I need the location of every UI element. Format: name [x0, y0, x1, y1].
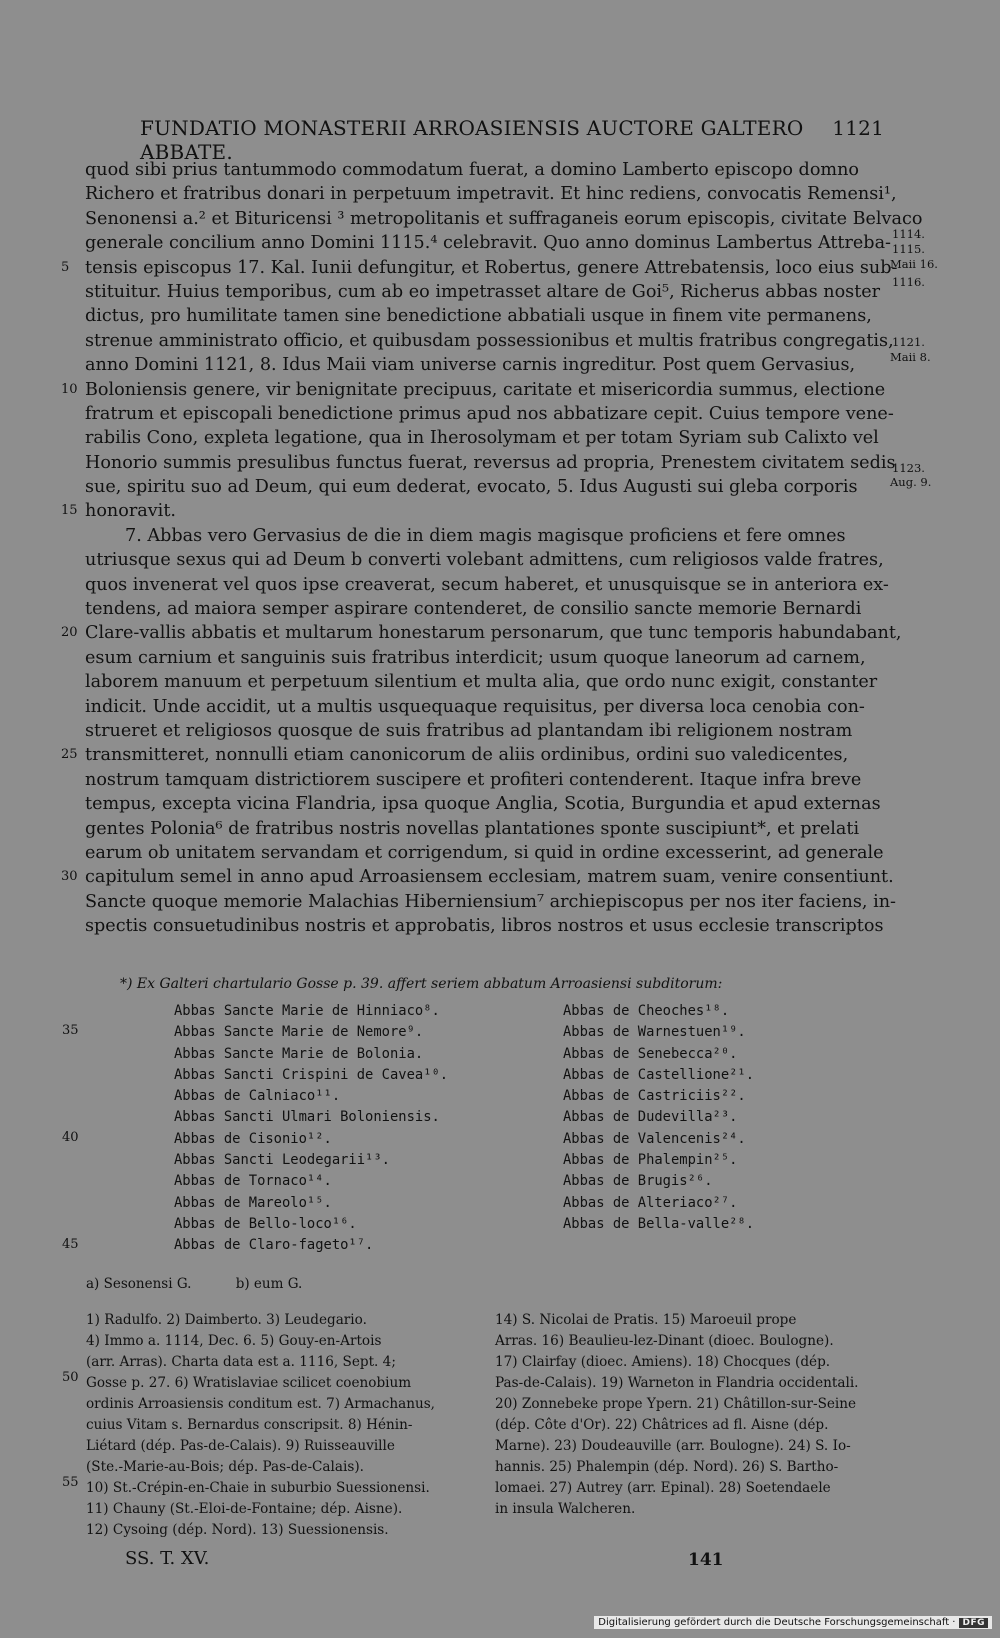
footnote-line: 11) Chauny (St.-Eloi-de-Fontaine; dép. Aisne).	[86, 1501, 403, 1517]
text-line	[85, 914, 887, 938]
text-line-content: strenue amministrato officio, et quibusdam possessionibus et multis fratribus congregatis,	[85, 330, 894, 351]
margin-date-note: Maii 8.	[890, 350, 931, 364]
footnote-line: (dép. Côte d'Or). 22) Châtrices ad fl. Aisne (dép.	[495, 1417, 829, 1433]
text-line	[85, 719, 887, 743]
text-line-content: Boloniensis genere, vir benignitate precipuus, caritate et misericordia summus, electione	[85, 379, 886, 400]
text-line	[61, 499, 887, 523]
text-line-content: Clare-vallis abbatis et multarum honestarum personarum, que tunc temporis habundabant,	[85, 623, 902, 644]
text-line	[85, 304, 887, 328]
text-line	[85, 792, 887, 816]
line-number: 55	[62, 1475, 79, 1490]
line-number: 25	[61, 747, 78, 763]
abbot-entry: Abbas de Valencenis²⁴.	[563, 1130, 746, 1147]
line-number: 20	[61, 625, 78, 641]
text-line-content: Honorio summis presulibus functus fuerat, reversus ad propria, Prenestem civitatem sedis	[85, 452, 896, 473]
margin-date-note: 1116.	[892, 275, 925, 289]
footnote-line: 14) S. Nicolai de Pratis. 15) Maroeuil prope	[495, 1312, 797, 1328]
funding-notice[interactable]	[594, 1616, 992, 1629]
margin-date-note: 1114.	[892, 227, 925, 241]
abbot-entry: Abbas de Claro-fageto¹⁷.	[174, 1237, 374, 1254]
text-line	[85, 207, 923, 231]
text-line	[85, 597, 887, 621]
text-line-content: esum carnium et sanguinis suis fratribus interdicit; usum quoque laneorum ad carnem,	[85, 647, 866, 668]
text-line-content: rabilis Cono, expleta legatione, qua in Iherosolymam et per totam Syriam sub Calixto vel	[85, 428, 879, 449]
dfg-logo-icon: DFG	[959, 1618, 988, 1628]
footnote-line: Marne). 23) Doudeauville (arr. Boulogne). 24) S. Io-	[495, 1438, 851, 1454]
text-line-content: earum ob unitatem servandam et corrigendum, si quid in ordine excesserint, ad generale	[85, 842, 884, 863]
text-line-content: capitulum semel in anno apud Arroasiensem ecclesiam, matrem suam, venire consentiunt.	[85, 867, 894, 888]
text-line	[61, 256, 898, 280]
text-line-content: tensis episcopus 17. Kal. Iunii defungitur, et Robertus, genere Attrebatensis, loco eius sub-	[85, 257, 898, 278]
line-number: 5	[61, 259, 70, 275]
text-line-content: Richero et fratribus donari in perpetuum impetravit. Et hinc rediens, convocatis Remensi¹,	[85, 184, 897, 205]
abbot-entry: Abbas de Senebecca²⁰.	[563, 1045, 738, 1062]
footnote-intro: *) Ex Galteri chartulario Gosse p. 39. affert seriem abbatum Arroasiensi subditorum:	[120, 976, 723, 992]
abbot-entry: Abbas Sancti Crispini de Cavea¹⁰.	[174, 1066, 449, 1083]
footnote-line: ordinis Arroasiensis conditum est. 7) Armachanus,	[86, 1396, 435, 1412]
abbot-entry: Abbas de Alteriaco²⁷.	[563, 1194, 738, 1211]
margin-date-note: 1115.	[892, 242, 925, 256]
page-number: 1121	[832, 116, 884, 140]
text-line	[85, 426, 887, 450]
margin-date-note: 1123.	[892, 461, 925, 475]
footnote-line: Arras. 16) Beaulieu-lez-Dinant (dioec. Boulogne).	[495, 1333, 834, 1349]
footnote-line: 17) Clairfay (dioec. Amiens). 18) Chocques (dép.	[495, 1354, 831, 1370]
text-line	[85, 475, 887, 499]
text-line-content: dictus, pro humilitate tamen sine benedictione abbatiali usque in finem vite permanens,	[85, 306, 872, 327]
volume-signature: SS. T. XV.	[125, 1548, 210, 1569]
abbot-entry: Abbas Sancti Ulmari Boloniensis.	[174, 1109, 440, 1126]
footnote-line: cuius Vitam s. Bernardus conscripsit. 8) Hénin-	[86, 1417, 413, 1433]
text-line	[85, 841, 887, 865]
text-line-content: utriusque sexus qui ad Deum b converti volebant admittens, cum religiosos valde fratres,	[85, 550, 884, 571]
text-line	[85, 524, 887, 548]
abbot-entry: Abbas de Dudevilla²³.	[563, 1109, 738, 1126]
text-line-content: transmitteret, nonnulli etiam canonicorum de aliis ordinibus, ordini suo valedicentes,	[85, 745, 849, 766]
footnote-line: Gosse p. 27. 6) Wratislaviae scilicet coenobium	[86, 1375, 412, 1391]
footnote-line: lomaei. 27) Autrey (arr. Epinal). 28) Soetendaele	[495, 1480, 831, 1496]
running-title: FUNDATIO MONASTERII ARROASIENSIS AUCTORE GALTERO ABBATE.	[140, 116, 804, 164]
text-line	[85, 451, 896, 475]
abbot-entry: Abbas Sancte Marie de Hinniaco⁸.	[174, 1003, 440, 1019]
text-line-content: Sancte quoque memorie Malachias Hiberniensium⁷ archiepiscopus per nos iter faciens, in-	[85, 891, 896, 912]
line-number: 50	[62, 1370, 79, 1385]
line-number: 35	[62, 1023, 79, 1038]
text-line	[85, 402, 894, 426]
text-line	[85, 329, 894, 353]
text-line-content: quos invenerat vel quos ipse creaverat, secum haberet, et unusquisque se in anteriora ex-	[85, 574, 889, 595]
abbot-entry: Abbas de Castriciis²².	[563, 1088, 746, 1105]
sheet-number: 141	[688, 1550, 724, 1570]
abbot-entry: Abbas de Phalempin²⁵.	[563, 1152, 738, 1169]
abbot-entry: Abbas de Mareolo¹⁵.	[174, 1194, 332, 1211]
text-variants	[86, 1276, 342, 1292]
text-line	[61, 621, 902, 645]
text-line-content: spectis consuetudinibus nostris et approbatis, libros nostros et usus ecclesie transcriptos	[85, 916, 884, 937]
footnote-line: 1) Radulfo. 2) Daimberto. 3) Leudegario.	[86, 1312, 367, 1328]
text-line-content: quod sibi prius tantummodo commodatum fuerat, a domino Lamberto episcopo domno	[85, 160, 860, 180]
variant-a: a) Sesonensi G.	[86, 1276, 192, 1292]
text-line-content: tempus, excepta vicina Flandria, ipsa quoque Anglia, Scotia, Burgundia et apud externas	[85, 794, 881, 815]
abbot-entry: Abbas de Bella-valle²⁸.	[563, 1215, 755, 1232]
footnote-line: Liétard (dép. Pas-de-Calais). 9) Ruisseauville	[86, 1438, 395, 1454]
text-line-content: generale concilium anno Domini 1115.⁴ celebravit. Quo anno dominus Lambertus Attreba-	[85, 233, 892, 254]
abbot-list-left	[174, 1001, 448, 1257]
footnote-line: 12) Cysoing (dép. Nord). 13) Suessionensis.	[86, 1522, 389, 1538]
text-line-content: honoravit.	[85, 501, 176, 522]
footnote-line: (arr. Arras). Charta data est a. 1116, Sept. 4;	[86, 1354, 396, 1370]
line-number: 40	[62, 1130, 79, 1145]
margin-date-note: 1121.	[892, 335, 925, 349]
abbot-entry: Abbas de Bello-loco¹⁶.	[174, 1215, 357, 1232]
text-line	[85, 670, 887, 694]
text-line	[85, 158, 887, 182]
abbot-entry: Abbas Sancti Leodegarii¹³.	[174, 1152, 390, 1169]
text-line-content: anno Domini 1121, 8. Idus Maii viam universe carnis ingreditur. Post quem Gervasius,	[85, 355, 856, 376]
text-line-content: 7. Abbas vero Gervasius de die in diem magis magisque proficiens et fere omnes	[125, 525, 846, 546]
text-line	[61, 865, 894, 889]
abbot-entry: Abbas de Brugis²⁶.	[563, 1173, 713, 1190]
text-line-content: nostrum tamquam districtiorem suscipere et profiteri contenderent. Itaque infra breve	[85, 769, 862, 790]
text-line	[85, 695, 887, 719]
line-number: 15	[61, 503, 78, 519]
text-line-content: laborem manuum et perpetuum silentium et multa alia, que ordo nunc exigit, constanter	[85, 672, 878, 693]
footnote-line: in insula Walcheren.	[495, 1501, 636, 1517]
text-line	[85, 231, 892, 255]
text-line	[85, 353, 887, 377]
text-line	[85, 573, 887, 597]
funding-text: Digitalisierung gefördert durch die Deutsche Forschungsgemeinschaft ·	[598, 1617, 956, 1628]
abbot-entry: Abbas Sancte Marie de Nemore⁹.	[174, 1024, 424, 1041]
abbot-entry: Abbas de Cheoches¹⁸.	[563, 1003, 730, 1019]
footnote-line: Pas-de-Calais). 19) Warneton in Flandria occidentali.	[495, 1375, 859, 1391]
text-line-content: tendens, ad maiora semper aspirare contenderet, de consilio sancte memorie Bernardi	[85, 599, 862, 620]
text-line	[85, 890, 896, 914]
abbot-list-right	[563, 1001, 754, 1235]
text-line	[85, 280, 887, 304]
abbot-entry: Abbas de Cisonio¹².	[174, 1130, 332, 1147]
footnote-line: (Ste.-Marie-au-Bois; dép. Pas-de-Calais).	[86, 1459, 364, 1475]
running-header	[140, 116, 884, 164]
text-line	[85, 182, 897, 206]
margin-date-note: Aug. 9.	[890, 475, 932, 489]
text-line-content: strueret et religiosos quosque de suis fratribus ad plantandam ibi religionem nostram	[85, 720, 853, 741]
text-line-content: indicit. Unde accidit, ut a multis usquequaque requisitus, per diversa loca cenobia con-	[85, 696, 865, 717]
line-number: 45	[62, 1237, 79, 1252]
text-line	[85, 548, 887, 572]
abbot-entry: Abbas de Tornaco¹⁴.	[174, 1173, 332, 1190]
text-line	[85, 646, 887, 670]
text-line	[85, 817, 887, 841]
abbot-entry: Abbas de Warnestuen¹⁹.	[563, 1024, 746, 1041]
variant-b: b) eum G.	[235, 1276, 303, 1292]
abbot-entry: Abbas de Calniaco¹¹.	[174, 1088, 341, 1105]
margin-date-note: Maii 16.	[890, 257, 938, 271]
text-line	[61, 743, 887, 767]
text-line	[85, 768, 887, 792]
footnote-line: hannis. 25) Phalempin (dép. Nord). 26) S. Bartho-	[495, 1459, 839, 1475]
text-line-content: fratrum et episcopali benedictione primus apud nos abbatizare cepit. Cuius tempore vene-	[85, 403, 894, 424]
abbot-entry: Abbas Sancte Marie de Bolonia.	[174, 1045, 424, 1062]
footnote-line: 10) St.-Crépin-en-Chaie in suburbio Suessionensi.	[86, 1480, 430, 1496]
text-line-content: sue, spiritu suo ad Deum, qui eum dederat, evocato, 5. Idus Augusti sui gleba corporis	[85, 477, 858, 498]
text-line-content: gentes Polonia⁶ de fratribus nostris novellas plantationes sponte suscipiunt*, et prelati	[85, 818, 860, 839]
footnotes-right-column	[495, 1310, 890, 1520]
text-line-content: stituitur. Huius temporibus, cum ab eo impetrasset altare de Goi⁵, Richerus abbas noster	[85, 281, 881, 302]
footnote-line: 4) Immo a. 1114, Dec. 6. 5) Gouy-en-Artois	[86, 1333, 382, 1349]
text-line	[61, 378, 887, 402]
footnotes-left-column	[86, 1310, 481, 1541]
line-number: 10	[61, 381, 78, 397]
footnote-line: 20) Zonnebeke prope Ypern. 21) Châtillon-sur-Seine	[495, 1396, 857, 1412]
text-line-content: Senonensi a.² et Bituricensi ³ metropolitanis et suffraganeis eorum episcopis, civitate Belvaco	[85, 208, 923, 229]
line-number: 30	[61, 869, 78, 885]
abbot-entry: Abbas de Castellione²¹.	[563, 1066, 755, 1083]
